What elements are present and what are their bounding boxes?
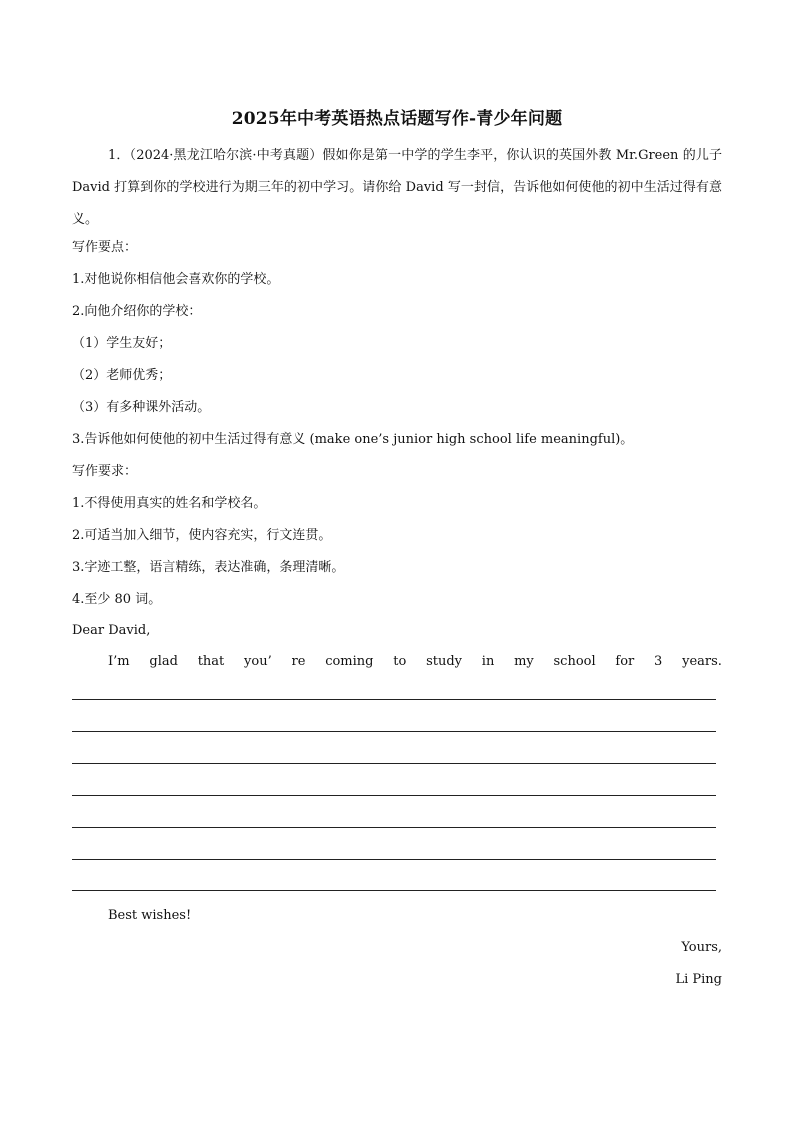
points-heading: 写作要点： <box>72 240 138 255</box>
point-2: 2.向他介绍你的学校： <box>72 304 202 319</box>
point-3: 3.告诉他如何使他的初中生活过得有意义 (make one’s junior high school life meaningful)。 <box>72 432 634 447</box>
opening-word: I’m <box>108 654 130 669</box>
opening-word: in <box>481 654 495 669</box>
answer-line[interactable] <box>72 763 716 764</box>
opening-word: coming <box>325 654 374 669</box>
answer-line[interactable] <box>72 890 716 891</box>
letter-salutation: Dear David, <box>72 623 151 638</box>
answer-line[interactable] <box>72 859 716 860</box>
opening-word: study <box>426 654 463 669</box>
answer-line[interactable] <box>72 731 716 732</box>
letter-signoff: Yours, <box>681 940 722 955</box>
opening-word: my <box>514 654 534 669</box>
requirement-4: 4.至少 80 词。 <box>72 592 162 607</box>
point-1: 1.对他说你相信他会喜欢你的学校。 <box>72 272 280 287</box>
requirements-heading: 写作要求： <box>72 464 138 479</box>
point-2-sub-2: （2）老师优秀； <box>72 368 172 383</box>
answer-line[interactable] <box>72 795 716 796</box>
letter-opening-sentence <box>108 652 722 672</box>
point-2-sub-1: （1）学生友好； <box>72 336 172 351</box>
question-prompt: 1．（2024·黑龙江哈尔滨·中考真题）假如你是第一中学的学生李平，你认识的英国外教 Mr.Green 的儿子 David 打算到你的学校进行为期三年的初中学习。请你给 David 写一封信，告诉他如何使他的初中生活过得有意义。 <box>72 148 722 227</box>
opening-word: glad <box>149 654 178 669</box>
document-title: 2025年中考英语热点话题写作-青少年问题 <box>231 109 563 129</box>
opening-word: that <box>197 654 225 669</box>
opening-word: school <box>553 654 596 669</box>
opening-word: to <box>393 654 407 669</box>
opening-word: 3 <box>654 654 663 669</box>
letter-closing: Best wishes! <box>108 908 192 923</box>
opening-word: for <box>615 654 635 669</box>
requirement-2: 2.可适当加入细节，使内容充实，行文连贯。 <box>72 528 332 543</box>
answer-line[interactable] <box>72 827 716 828</box>
requirement-1: 1.不得使用真实的姓名和学校名。 <box>72 496 267 511</box>
opening-word: you’ <box>244 654 272 669</box>
opening-word: re <box>291 654 306 669</box>
requirement-3: 3.字迹工整，语言精练，表达准确，条理清晰。 <box>72 560 345 575</box>
answer-line[interactable] <box>72 699 716 700</box>
letter-signature: Li Ping <box>675 972 722 987</box>
point-2-sub-3: （3）有多种课外活动。 <box>72 400 211 415</box>
opening-word: years. <box>682 654 722 669</box>
